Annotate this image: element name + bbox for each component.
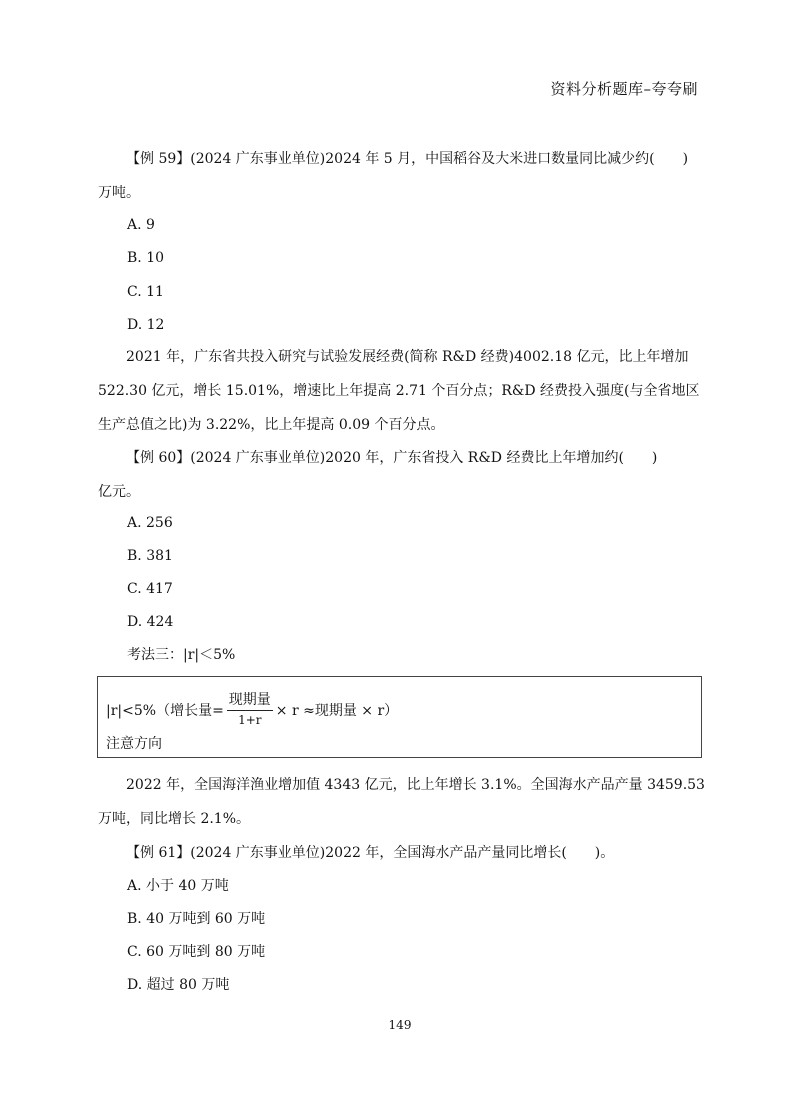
question-61-option-d: D. 超过 80 万吨 [127, 977, 230, 993]
question-61-stem [98, 836, 710, 870]
question-61-option-a: A. 小于 40 万吨 [127, 878, 229, 894]
question-59-option-c: C. 11 [127, 284, 164, 300]
page-number: 149 [388, 1018, 412, 1032]
fraction-denominator: 1+r [238, 713, 262, 727]
question-61-line-1: 【例 61】(2024 广东事业单位)2022 年，全国海水产品产量同比增长( )。 [126, 845, 615, 861]
passage-fishery-line-2: 万吨，同比增长 2.1%。 [98, 811, 251, 827]
formula-line [106, 691, 398, 728]
question-59-option-d: D. 12 [127, 317, 165, 333]
question-61-option-b: B. 40 万吨到 60 万吨 [127, 911, 266, 927]
question-60-stem [98, 441, 710, 509]
passage-rd-funding [98, 340, 710, 442]
passage-rd-line-2: 522.30 亿元，增长 15.01%，增速比上年提高 2.71 个百分点；R&D 经费投入强度(与全省地区 [98, 383, 700, 399]
fraction [227, 691, 273, 728]
question-60-option-c: C. 417 [127, 581, 173, 597]
passage-rd-line-1: 2021 年，广东省共投入研究与试验发展经费(简称 R&D 经费)4002.18 亿元，比上年增加 [126, 349, 689, 365]
question-60-line-2: 亿元。 [98, 484, 140, 500]
method-heading: 考法三：|r|＜5% [127, 647, 236, 663]
passage-fishery-line-1: 2022 年，全国海洋渔业增加值 4343 亿元，比上年增长 3.1%。全国海水产品产量 3459.53 [126, 777, 705, 793]
question-60-option-d: D. 424 [127, 614, 174, 630]
formula-prefix: |r|<5%（增长量= [106, 702, 224, 719]
question-59-option-b: B. 10 [127, 250, 165, 266]
question-59-line-2: 万吨。 [98, 185, 140, 201]
fraction-numerator: 现期量 [227, 691, 273, 711]
question-59-stem [98, 142, 710, 210]
formula-note: 注意方向 [106, 736, 162, 752]
running-header: 资料分析题库–夸夸刷 [550, 80, 698, 98]
formula-suffix: × r ≈现期量 × r） [275, 702, 399, 719]
question-60-option-a: A. 256 [127, 515, 173, 531]
formula-box [97, 676, 702, 758]
passage-fishery [98, 768, 710, 836]
question-60-line-1: 【例 60】(2024 广东事业单位)2020 年，广东省投入 R&D 经费比上年增加约( ) [126, 450, 658, 466]
question-60-option-b: B. 381 [127, 548, 173, 564]
passage-rd-line-3: 生产总值之比)为 3.22%，比上年提高 0.09 个百分点。 [98, 417, 445, 433]
question-59-line-1: 【例 59】(2024 广东事业单位)2024 年 5 月，中国稻谷及大米进口数量同比减少约( ) [126, 151, 689, 167]
question-59-option-a: A. 9 [127, 217, 155, 233]
question-61-option-c: C. 60 万吨到 80 万吨 [127, 944, 266, 960]
